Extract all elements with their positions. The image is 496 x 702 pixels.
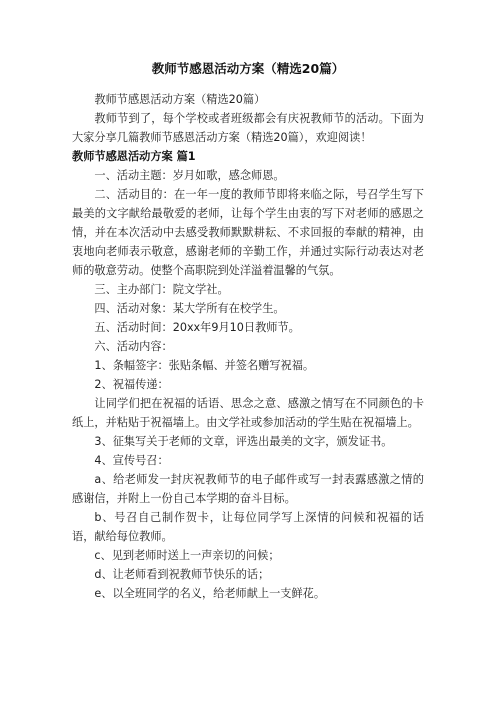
paragraph: 六、活动内容： — [94, 340, 173, 353]
paragraph: 四、活动对象：某大学所有在校学生。 — [94, 302, 285, 315]
paragraph: 让同学们把在祝福的话语、思念之意、感激之情写在不同颜色的卡纸上，并粘贴于祝福墙上。由文学社或参加活动的学生贴在祝福墙上。 — [72, 397, 424, 429]
paragraph: 三、主办部门：院文学社。 — [94, 283, 229, 296]
paragraph: e、以全班同学的名义，给老师献上一支鲜花。 — [94, 587, 326, 600]
paragraph: 4、宣传号召： — [94, 454, 169, 467]
document-title: 教师节感恩活动方案（精选20篇） — [151, 61, 345, 76]
paragraph: b、号召自己制作贺卡，让每位同学写上深情的问候和祝福的话语，献给每位教师。 — [72, 511, 424, 543]
paragraph: a、给老师发一封庆祝教师节的电子邮件或写一封表露感激之情的感谢信，并附上一份自己本学期的奋斗目标。 — [72, 473, 424, 505]
paragraph: 一、活动主题：岁月如歌，感念师恩。 — [94, 169, 285, 182]
paragraph: 教师节感恩活动方案（精选20篇） — [94, 93, 266, 106]
paragraph: c、见到老师时送上一声亲切的问候； — [94, 549, 280, 562]
paragraph: 二、活动目的：在一年一度的教师节即将来临之际，号召学生写下最美的文字献给最敬爱的老师，让每个学生由衷的写下对老师的感恩之情，并在本次活动中去感受教师默默耕耘、不求回报的奉献的精神，由衷地向老师表示敬意，感谢老师的辛勤工作，并通过实际行动表达对老师的敬意劳动。使整个高职院到处洋溢着温馨的气氛。 — [72, 188, 424, 277]
paragraph: 教师节到了，每个学校或者班级都会有庆祝教师节的活动。下面为大家分享几篇教师节感恩活动方案（精选20篇），欢迎阅读！ — [72, 112, 424, 144]
paragraph: 五、活动时间：20xx年9月10日教师节。 — [94, 321, 300, 334]
paragraph: 2、祝福传递： — [94, 378, 169, 391]
paragraph: d、让老师看到祝教师节快乐的话； — [94, 568, 270, 581]
paragraph: 3、征集写关于老师的文章，评选出最美的文字，颁发证书。 — [94, 435, 393, 448]
section-heading: 教师节感恩活动方案 篇1 — [72, 150, 196, 163]
paragraph: 1、条幅签字：张贴条幅、并签名赠写祝福。 — [94, 359, 315, 372]
document-body — [72, 90, 424, 603]
